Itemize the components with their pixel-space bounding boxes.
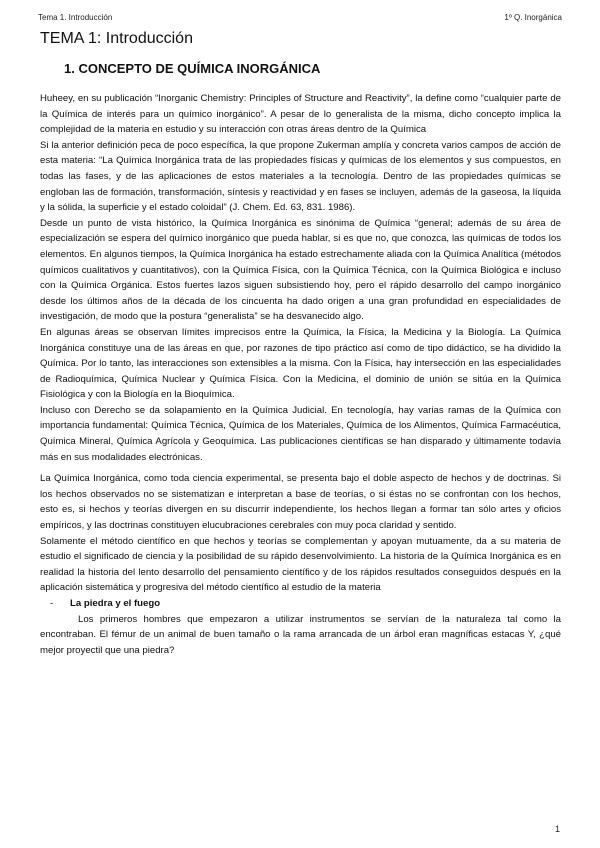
page-number: 1: [554, 824, 560, 834]
paragraph-6: La Química Inorgánica, como toda ciencia experimental, se presenta bajo el doble aspecto de hechos y de doctrinas. Si los hechos observados no se sistematizan e interpretan a base de teorías, o si éstas no se confrontan con los hechos, esto es, si hechos y teorías divergen en su discurrir independiente, los hechos llegan a formar tan sólo artes y oficios empíricos, y las doctrinas constituyen elucubraciones cerebrales con muy poca claridad y sentido.: [40, 473, 561, 532]
page-title: TEMA 1: Introducción: [40, 30, 193, 47]
paragraph-5: Incluso con Derecho se da solapamiento en la Química Judicial. En tecnología, hay varias ramas de la Química con importancia fundamental: Química Técnica, Química de los Materiales, Química de los Alimentos, Química Farmacéutica, Química Mineral, Química Agrícola y Geoquímica. Las publicaciones científicas se han disparado y últimamente todavía más en sus modalidades electrónicas.: [40, 404, 561, 463]
paragraph-4: En algunas áreas se observan límites imprecisos entre la Química, la Física, la Medicina y la Biología. La Química Inorgánica constituye una de las áreas en que, por razones de tipo práctico así como de tipo didáctico, se ha dividido la Química. Por lo tanto, las interacciones son extensibles a la misma. Con la Física, hay intersección en las especialidades de Radioquímica, Química Nuclear y Química Física. Con la Medicina, el dominio de unión se sitúa en la Química Fisiológica y con la Biología en la Bioquímica.: [40, 326, 561, 401]
bullet-marker: -: [50, 598, 54, 609]
paragraph-1: Huheey, en su publicación “Inorganic Chemistry: Principles of Structure and Reactivity”, la define como “cualquier parte de la Química de interés para un químico inorgánico”. A pesar de lo generalista de la misma, dicho concepto implica la complejidad de la materia en estudio y su interacción con otras áreas dentro de la Química: [40, 93, 561, 136]
header-left: Tema 1. Introducción: [38, 13, 113, 22]
bullet-paragraph: Los primeros hombres que empezaron a utilizar instrumentos se servían de la naturaleza tal como la encontraban. El fémur de un animal de buen tamaño o la rama arrancada de un árbol eran magníficas estacas Y, ¿qué mejor proyectil que una piedra?: [40, 613, 561, 656]
header-right: 1º Q. Inorgánica: [504, 13, 562, 22]
document-body: [40, 91, 561, 658]
paragraph-3: Desde un punto de vista histórico, la Química Inorgánica es sinónima de Química “general; además de su área de especialización se espera del químico inorgánico que pueda hablar, si es que no, que conozca, las químicas de todos los elementos. En algunos tiempos, la Química Inorgánica ha estado estrechamente aliada con la Química Analítica (métodos químicos cualitativos y cuantitativos), con la Química Física, con la Química Técnica, con la Química Biológica e incluso con la Química Orgánica. Estos fuertes lazos siguen subsistiendo hoy, pero el rápido desarrollo del campo inorgánico desde los últimos años de la década de los cincuenta ha dado origen a una gran profundidad en especialidades de investigación, de modo que la postura “generalista” se ha desvanecido algo.: [40, 217, 561, 323]
bullet-label: La piedra y el fuego: [70, 598, 161, 609]
section-heading: 1. CONCEPTO DE QUÍMICA INORGÁNICA: [64, 61, 321, 76]
paragraph-7: Solamente el método científico en que hechos y teorías se complementan y apoyan mutuamente, da a su materia de estudio el significado de ciencia y la posibilidad de su rápido desenvolvimiento. La historia de la Química Inorgánica es en realidad la historia del lento desarrollo del pensamiento científico y de los rápidos resultados conseguidos después en la aplicación sistemática y progresiva del método científico al estudio de la materia: [40, 535, 561, 594]
bullet-item: [40, 596, 561, 612]
paragraph-2: Si la anterior definición peca de poco específica, la que propone Zukerman amplía y concreta varios campos de acción de esta materia: “La Química Inorgánica trata de las propiedades físicas y químicas de los elementos y sus compuestos, en todas las fases, y de las aplicaciones de estos materiales a la tecnología. Dentro de las propiedades químicas se engloban las de formación, transformación, síntesis y reactividad y en fases se incluyen, además de la gaseosa, la líquida y la sólida, la superficie y el estado coloidal” (J. Chem. Ed. 63, 831. 1986).: [40, 139, 561, 214]
